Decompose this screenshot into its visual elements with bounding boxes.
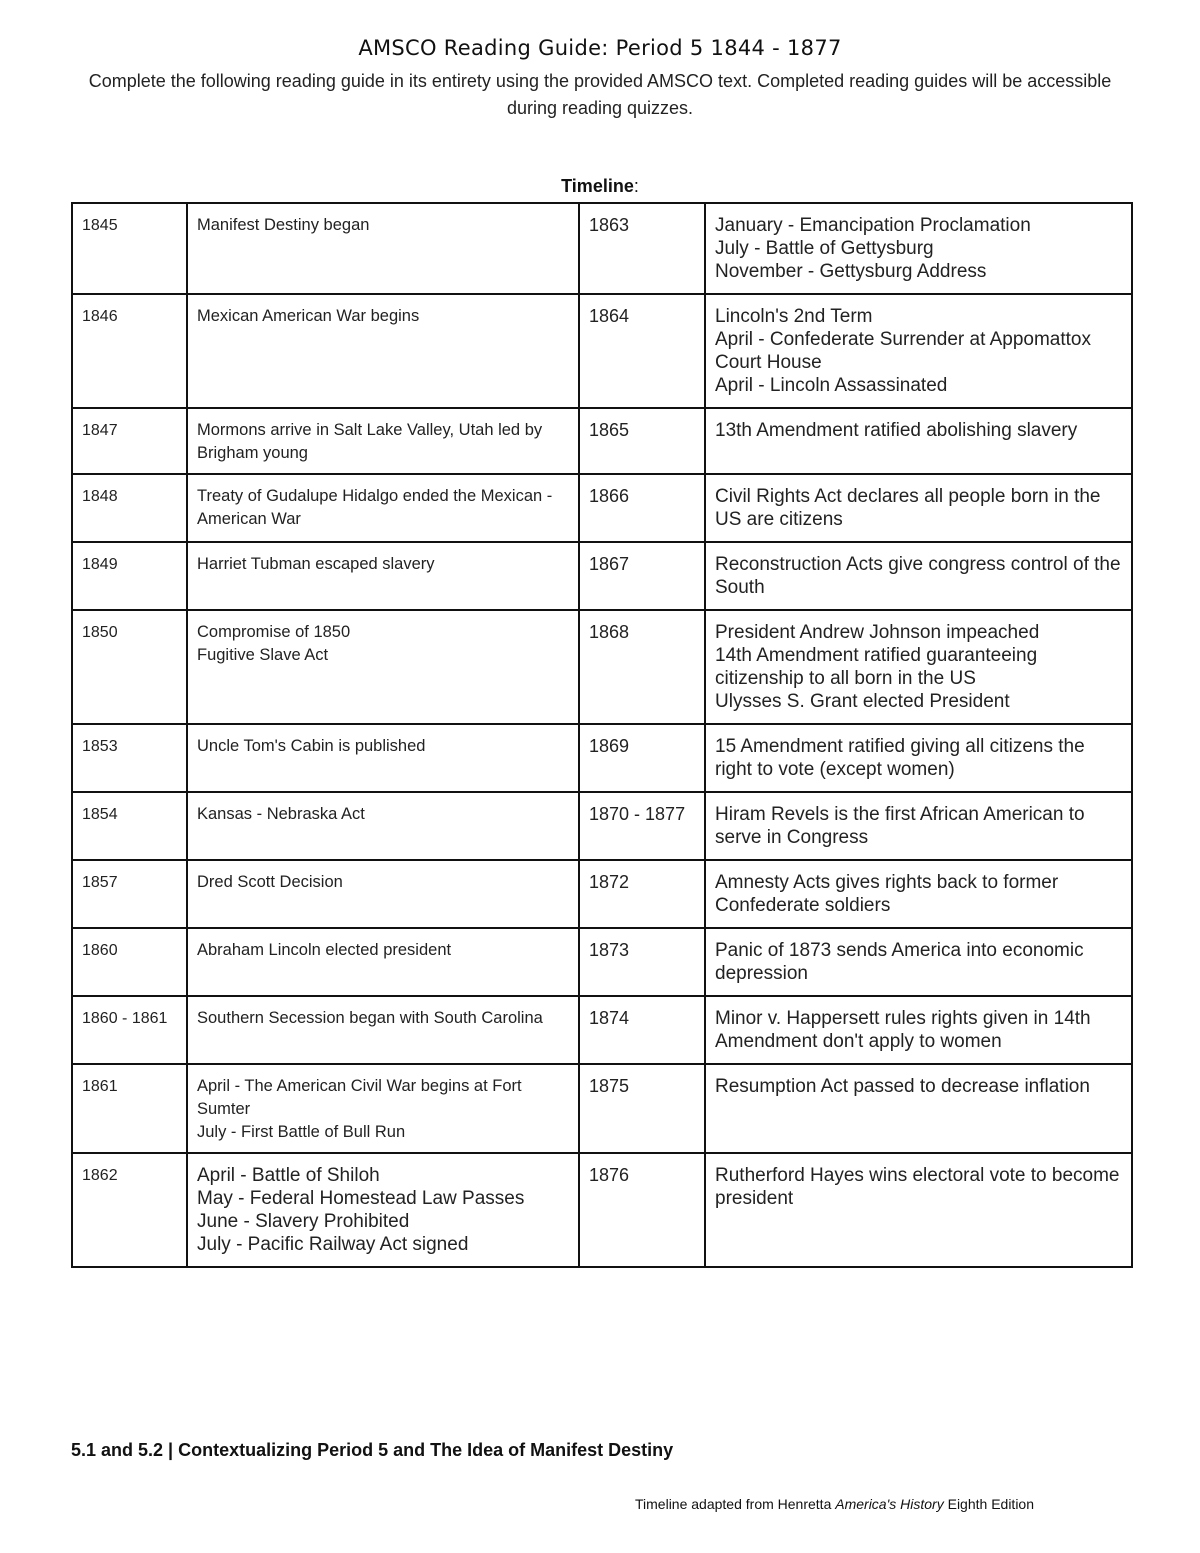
footer-citation xyxy=(635,1496,1034,1512)
event-cell-right xyxy=(705,1064,1132,1153)
event-line: Fugitive Slave Act xyxy=(197,646,329,664)
instructions-paragraph: Complete the following reading guide in its entirety using the provided AMSCO text. Completed reading guides will be accessible during reading quizzes. xyxy=(88,71,1112,118)
event-line: Reconstruction Acts give congress control of the South xyxy=(715,554,1121,598)
event-cell-left xyxy=(187,724,579,792)
year-cell-left: 1854 xyxy=(72,792,187,860)
event-line: June - Slavery Prohibited xyxy=(197,1211,410,1232)
footer-book-title: America's History xyxy=(835,1496,944,1512)
timeline-row xyxy=(72,294,1132,408)
event-line: Dred Scott Decision xyxy=(197,873,343,891)
event-line: Harriet Tubman escaped slavery xyxy=(197,555,435,573)
event-line: Mexican American War begins xyxy=(197,307,420,325)
timeline-heading-colon: : xyxy=(633,176,639,196)
event-line: January - Emancipation Proclamation xyxy=(715,215,1031,236)
event-cell-left xyxy=(187,1153,579,1267)
event-cell-left xyxy=(187,792,579,860)
year-cell-right: 1873 xyxy=(579,928,705,996)
year-cell-left: 1860 xyxy=(72,928,187,996)
timeline-row xyxy=(72,408,1132,474)
event-line: Amnesty Acts gives rights back to former Confederate soldiers xyxy=(715,872,1059,916)
timeline-row xyxy=(72,542,1132,610)
event-line: Civil Rights Act declares all people born in the US are citizens xyxy=(715,486,1101,530)
year-cell-right: 1875 xyxy=(579,1064,705,1153)
event-cell-left xyxy=(187,203,579,294)
event-line: Resumption Act passed to decrease inflation xyxy=(715,1076,1090,1097)
event-line: Manifest Destiny began xyxy=(197,216,370,234)
timeline-row xyxy=(72,1153,1132,1267)
year-cell-right: 1868 xyxy=(579,610,705,724)
event-line: 13th Amendment ratified abolishing slavery xyxy=(715,420,1078,441)
event-cell-right xyxy=(705,724,1132,792)
event-line: 14th Amendment ratified guaranteeing citizenship to all born in the US xyxy=(715,645,1038,689)
event-cell-right xyxy=(705,474,1132,542)
event-cell-right xyxy=(705,203,1132,294)
event-line: May - Federal Homestead Law Passes xyxy=(197,1188,525,1209)
event-line: April - Confederate Surrender at Appomattox Court House xyxy=(715,329,1091,373)
event-line: April - Lincoln Assassinated xyxy=(715,375,948,396)
event-cell-left xyxy=(187,474,579,542)
year-cell-left: 1849 xyxy=(72,542,187,610)
timeline-table-body xyxy=(72,203,1132,1267)
event-cell-right xyxy=(705,294,1132,408)
event-line: Hiram Revels is the first African American to serve in Congress xyxy=(715,804,1085,848)
timeline-row xyxy=(72,203,1132,294)
event-cell-right xyxy=(705,928,1132,996)
section-heading: 5.1 and 5.2 | Contextualizing Period 5 and The Idea of Manifest Destiny xyxy=(71,1440,674,1460)
timeline-row xyxy=(72,610,1132,724)
year-cell-left: 1850 xyxy=(72,610,187,724)
event-line: Ulysses S. Grant elected President xyxy=(715,691,1010,712)
year-cell-right: 1874 xyxy=(579,996,705,1064)
event-line: Uncle Tom's Cabin is published xyxy=(197,737,426,755)
timeline-table xyxy=(71,202,1133,1268)
event-line: April - The American Civil War begins at Fort Sumter xyxy=(197,1077,522,1118)
year-cell-right: 1863 xyxy=(579,203,705,294)
event-cell-left xyxy=(187,928,579,996)
event-cell-left xyxy=(187,294,579,408)
event-cell-left xyxy=(187,860,579,928)
page-title: AMSCO Reading Guide: Period 5 1844 - 1877 xyxy=(358,36,842,60)
timeline-row xyxy=(72,1064,1132,1153)
timeline-row xyxy=(72,996,1132,1064)
event-line: Treaty of Gudalupe Hidalgo ended the Mexican - American War xyxy=(197,487,553,528)
footer-suffix: Eighth Edition xyxy=(943,1496,1035,1512)
year-cell-left: 1857 xyxy=(72,860,187,928)
event-line: Compromise of 1850 xyxy=(197,623,351,641)
year-cell-right: 1864 xyxy=(579,294,705,408)
event-line: Rutherford Hayes wins electoral vote to become president xyxy=(715,1165,1120,1209)
event-cell-right xyxy=(705,860,1132,928)
year-cell-right: 1866 xyxy=(579,474,705,542)
timeline-row xyxy=(72,860,1132,928)
event-line: July - First Battle of Bull Run xyxy=(197,1123,406,1141)
event-line: President Andrew Johnson impeached xyxy=(715,622,1040,643)
timeline-row xyxy=(72,792,1132,860)
event-line: July - Pacific Railway Act signed xyxy=(197,1234,469,1255)
event-cell-right xyxy=(705,996,1132,1064)
timeline-heading-label: Timeline xyxy=(561,176,634,196)
year-cell-right: 1876 xyxy=(579,1153,705,1267)
timeline-row xyxy=(72,474,1132,542)
year-cell-left: 1862 xyxy=(72,1153,187,1267)
timeline-heading xyxy=(0,176,1200,197)
year-cell-left: 1848 xyxy=(72,474,187,542)
year-cell-left: 1860 - 1861 xyxy=(72,996,187,1064)
timeline-row xyxy=(72,928,1132,996)
event-line: Abraham Lincoln elected president xyxy=(197,941,452,959)
timeline-row xyxy=(72,724,1132,792)
event-line: Lincoln's 2nd Term xyxy=(715,306,873,327)
event-cell-left xyxy=(187,996,579,1064)
year-cell-left: 1861 xyxy=(72,1064,187,1153)
event-line: 15 Amendment ratified giving all citizens the right to vote (except women) xyxy=(715,736,1085,780)
event-cell-right xyxy=(705,1153,1132,1267)
year-cell-right: 1872 xyxy=(579,860,705,928)
year-cell-right: 1865 xyxy=(579,408,705,474)
event-line: April - Battle of Shiloh xyxy=(197,1165,380,1186)
event-line: Southern Secession began with South Carolina xyxy=(197,1009,543,1027)
event-cell-left xyxy=(187,408,579,474)
event-cell-right xyxy=(705,408,1132,474)
event-cell-left xyxy=(187,542,579,610)
event-line: November - Gettysburg Address xyxy=(715,261,987,282)
event-cell-right xyxy=(705,792,1132,860)
event-cell-left xyxy=(187,1064,579,1153)
event-cell-left xyxy=(187,610,579,724)
footer-prefix: Timeline adapted from Henretta xyxy=(635,1496,836,1512)
event-line: Minor v. Happersett rules rights given in 14th Amendment don't apply to women xyxy=(715,1008,1091,1052)
event-cell-right xyxy=(705,610,1132,724)
year-cell-right: 1867 xyxy=(579,542,705,610)
year-cell-left: 1845 xyxy=(72,203,187,294)
event-line: Mormons arrive in Salt Lake Valley, Utah led by Brigham young xyxy=(197,421,543,462)
event-line: July - Battle of Gettysburg xyxy=(715,238,934,259)
year-cell-right: 1869 xyxy=(579,724,705,792)
event-line: Kansas - Nebraska Act xyxy=(197,805,365,823)
event-line: Panic of 1873 sends America into economic depression xyxy=(715,940,1084,984)
year-cell-left: 1846 xyxy=(72,294,187,408)
year-cell-right: 1870 - 1877 xyxy=(579,792,705,860)
year-cell-left: 1853 xyxy=(72,724,187,792)
year-cell-left: 1847 xyxy=(72,408,187,474)
event-cell-right xyxy=(705,542,1132,610)
